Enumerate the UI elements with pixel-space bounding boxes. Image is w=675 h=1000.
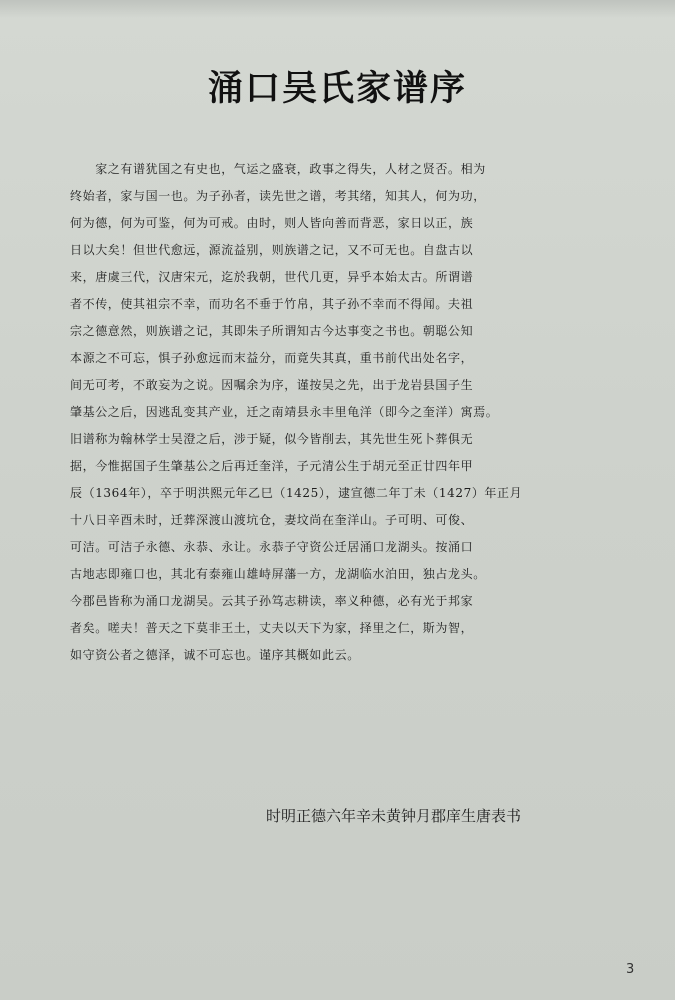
body-line: 宗之德意然，则族谱之记，其即朱子所谓知古今达事变之书也。朝聪公知 bbox=[70, 324, 474, 338]
body-line: 古地志即雍口也，其北有泰雍山雄峙屏藩一方，龙湖临水泊田，独占龙头。 bbox=[70, 567, 486, 581]
body-line: 者矣。嗟夫！普天之下莫非王土，丈夫以天下为家，择里之仁，斯为智， bbox=[70, 621, 474, 635]
body-line: 十八日辛酉未时，迁葬深渡山渡坑仓，妻坟尚在奎洋山。子可明、可俊、 bbox=[70, 513, 474, 527]
body-line: 来，唐虞三代，汉唐宋元，迄於我朝，世代几更，异乎本始太古。所谓谱 bbox=[70, 270, 474, 284]
body-line: 肇基公之后，因逃乱变其产业，迁之南靖县永丰里龟洋（即今之奎洋）寓焉。 bbox=[70, 405, 499, 419]
body-line: 旧谱称为翰林学士吴澄之后，涉于疑，似今皆削去，其先世生死卜葬俱无 bbox=[70, 432, 474, 446]
body-line: 终始者，家与国一也。为子孙者，读先世之谱，考其绪，知其人，何为功， bbox=[70, 189, 486, 203]
preface-body bbox=[70, 156, 670, 669]
body-line: 本源之不可忘，惧子孙愈远而末益分，而竟失其真，重书前代出处名字， bbox=[70, 351, 474, 365]
body-line: 者不传，使其祖宗不幸，而功名不垂于竹帛，其子孙不幸而不得闻。夫祖 bbox=[70, 297, 474, 311]
page-number: 3 bbox=[626, 962, 635, 977]
page-title: 涌口吴氏家谱序 bbox=[207, 69, 467, 109]
body-line: 家之有谱犹国之有史也，气运之盛衰，政事之得失，人材之贤否。相为 bbox=[70, 162, 486, 176]
body-line: 可洁。可洁子永德、永恭、永让。永恭子守资公迁居涌口龙湖头。按涌口 bbox=[70, 540, 474, 554]
body-line: 何为德，何为可鉴，何为可戒。由时，则人皆向善而背恶，家日以正，族 bbox=[70, 216, 474, 230]
signature-line: 时明正德六年辛未黄钟月郡庠生唐表书 bbox=[266, 807, 522, 825]
body-line: 日以大矣！但世代愈远，源流益别，则族谱之记，又不可无也。自盘古以 bbox=[70, 243, 474, 257]
body-line: 如守资公者之德泽，诚不可忘也。谨序其概如此云。 bbox=[70, 648, 360, 662]
body-line: 今郡邑皆称为涌口龙湖吴。云其子孙笃志耕读，率义种德，必有光于邦家 bbox=[70, 594, 474, 608]
body-line: 据，今惟据国子生肇基公之后再迁奎洋，子元清公生于胡元至正廿四年甲 bbox=[70, 459, 474, 473]
page-top-shadow bbox=[0, 0, 675, 18]
body-line: 间无可考，不敢妄为之说。因嘱余为序，谨按吴之先，出于龙岩县国子生 bbox=[70, 378, 474, 392]
body-line: 辰（1364年），卒于明洪熙元年乙巳（1425），逮宣德二年丁未（1427）年正月 bbox=[70, 486, 523, 500]
